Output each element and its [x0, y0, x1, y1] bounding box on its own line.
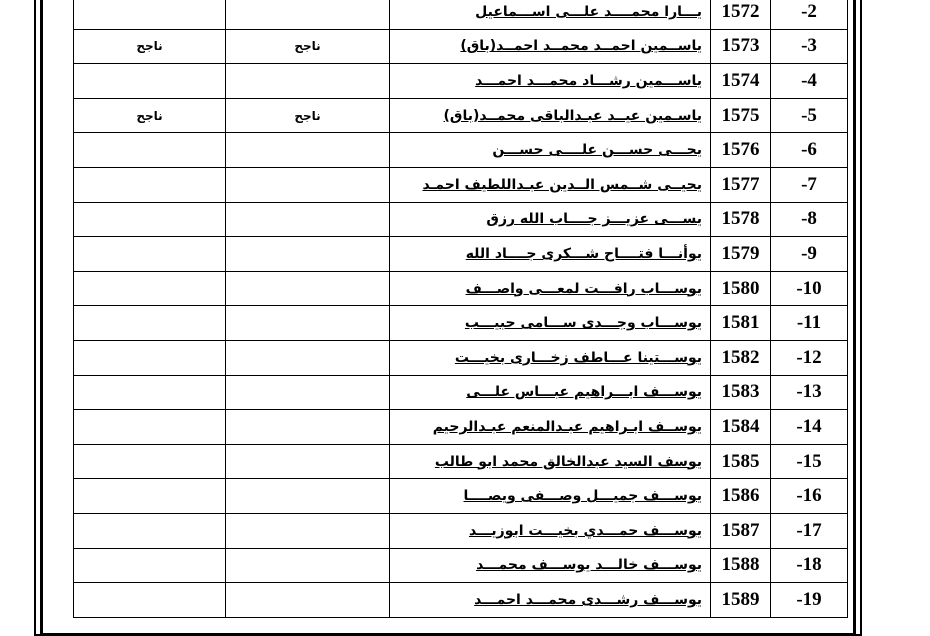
result-cell-1: [226, 479, 390, 514]
student-name-cell: ياســـمين رشـــاد محمـــد احمـــد: [390, 64, 711, 99]
row-number-cell: -3: [771, 29, 848, 64]
table-row: [74, 513, 848, 548]
result-cell-2: [74, 237, 226, 272]
result-cell-2: [74, 133, 226, 168]
student-name-cell: يوســـف خالـــد يوســـف محمـــد: [390, 548, 711, 583]
result-cell-2: [74, 513, 226, 548]
row-number-cell: -6: [771, 133, 848, 168]
student-name-cell: يوأنـــا فتــــاح شـــكرى جــــاد الله: [390, 237, 711, 272]
row-number-cell: -10: [771, 271, 848, 306]
student-code-cell: 1573: [711, 29, 771, 64]
result-cell-2: [74, 64, 226, 99]
student-code-cell: 1589: [711, 583, 771, 618]
table-row: [74, 340, 848, 375]
student-name-cell: يـــارا محمــــد علـــى اســـماعيل: [390, 0, 711, 29]
student-name-cell: يوسف السيد عبدالخالق محمد ابو طالب: [390, 444, 711, 479]
student-code-cell: 1581: [711, 306, 771, 341]
student-name-cell: يوســـف حمـــدي بخيـــت ابوزيـــد: [390, 513, 711, 548]
student-code-cell: 1575: [711, 98, 771, 133]
table-row: [74, 64, 848, 99]
student-code-cell: 1586: [711, 479, 771, 514]
row-number-cell: -17: [771, 513, 848, 548]
result-cell-1: [226, 237, 390, 272]
table-row: [74, 237, 848, 272]
table-row: [74, 0, 848, 29]
result-cell-2: [74, 479, 226, 514]
table-row: [74, 98, 848, 133]
row-number-cell: -15: [771, 444, 848, 479]
row-number-cell: -18: [771, 548, 848, 583]
student-code-cell: 1577: [711, 167, 771, 202]
result-cell-2: [74, 375, 226, 410]
student-name-cell: يوســف ابـراهيم عبـدالمنعم عبـدالرحيم: [390, 410, 711, 445]
table-row: [74, 444, 848, 479]
student-code-cell: 1572: [711, 0, 771, 29]
student-name-cell: يوســـاب وجـــدى ســـامى حبيـــب: [390, 306, 711, 341]
result-cell-2: [74, 202, 226, 237]
result-cell-1: [226, 375, 390, 410]
result-cell-2: [74, 0, 226, 29]
student-code-cell: 1585: [711, 444, 771, 479]
row-number-cell: -8: [771, 202, 848, 237]
table-row: [74, 583, 848, 618]
result-cell-1: [226, 167, 390, 202]
row-number-cell: -19: [771, 583, 848, 618]
result-cell-1: [226, 306, 390, 341]
student-name-cell: يوســـاب رافـــت لمعـــى واصـــف: [390, 271, 711, 306]
student-code-cell: 1583: [711, 375, 771, 410]
result-cell-2: [74, 444, 226, 479]
result-cell-2: [74, 306, 226, 341]
row-number-cell: -9: [771, 237, 848, 272]
result-cell-2: [74, 583, 226, 618]
result-cell-1: [226, 548, 390, 583]
student-code-cell: 1584: [711, 410, 771, 445]
table-row: [74, 306, 848, 341]
results-table-body: [74, 0, 848, 617]
table-row: [74, 167, 848, 202]
result-cell-1: [226, 202, 390, 237]
student-name-cell: يســـى عزيـــز جــــاب الله رزق: [390, 202, 711, 237]
result-cell-1: [226, 444, 390, 479]
student-name-cell: يوســـتينا عـــاطف زخـــارى بخيـــت: [390, 340, 711, 375]
student-code-cell: 1580: [711, 271, 771, 306]
student-name-cell: ياسـمين عيــد عبـدالباقى محمــد(باق): [390, 98, 711, 133]
row-number-cell: -14: [771, 410, 848, 445]
result-cell-2: ناجح: [74, 98, 226, 133]
result-cell-2: [74, 548, 226, 583]
row-number-cell: -12: [771, 340, 848, 375]
result-cell-2: [74, 271, 226, 306]
student-name-cell: ياســمين احمــد محمــد احمــد(باق): [390, 29, 711, 64]
table-row: [74, 548, 848, 583]
result-cell-1: [226, 583, 390, 618]
student-name-cell: يحـــى حســـن علــــى حســـن: [390, 133, 711, 168]
student-code-cell: 1579: [711, 237, 771, 272]
result-cell-1: [226, 271, 390, 306]
table-row: [74, 29, 848, 64]
table-row: [74, 202, 848, 237]
result-cell-1: [226, 340, 390, 375]
row-number-cell: -4: [771, 64, 848, 99]
table-row: [74, 375, 848, 410]
row-number-cell: -2: [771, 0, 848, 29]
student-code-cell: 1576: [711, 133, 771, 168]
row-number-cell: -16: [771, 479, 848, 514]
results-table: [73, 0, 848, 618]
student-code-cell: 1574: [711, 64, 771, 99]
result-cell-2: [74, 410, 226, 445]
student-code-cell: 1588: [711, 548, 771, 583]
row-number-cell: -5: [771, 98, 848, 133]
student-name-cell: يوســـف جميـــل وصـــفى ويصــــا: [390, 479, 711, 514]
result-cell-1: [226, 64, 390, 99]
table-row: [74, 479, 848, 514]
result-cell-1: [226, 133, 390, 168]
result-cell-1: [226, 410, 390, 445]
result-cell-1: [226, 513, 390, 548]
student-code-cell: 1582: [711, 340, 771, 375]
student-name-cell: يحيــى شــمس الــدين عبـداللطيف احمـد: [390, 167, 711, 202]
row-number-cell: -7: [771, 167, 848, 202]
result-cell-2: ناجح: [74, 29, 226, 64]
result-cell-1: ناجح: [226, 29, 390, 64]
student-name-cell: يوســـف ابـــراهيم عبـــاس علـــى: [390, 375, 711, 410]
result-cell-1: ناجح: [226, 98, 390, 133]
table-row: [74, 410, 848, 445]
result-cell-2: [74, 340, 226, 375]
result-cell-1: [226, 0, 390, 29]
student-code-cell: 1587: [711, 513, 771, 548]
student-code-cell: 1578: [711, 202, 771, 237]
table-row: [74, 133, 848, 168]
row-number-cell: -13: [771, 375, 848, 410]
result-cell-2: [74, 167, 226, 202]
student-name-cell: يوســـف رشـــدى محمـــد احمـــد: [390, 583, 711, 618]
table-row: [74, 271, 848, 306]
row-number-cell: -11: [771, 306, 848, 341]
